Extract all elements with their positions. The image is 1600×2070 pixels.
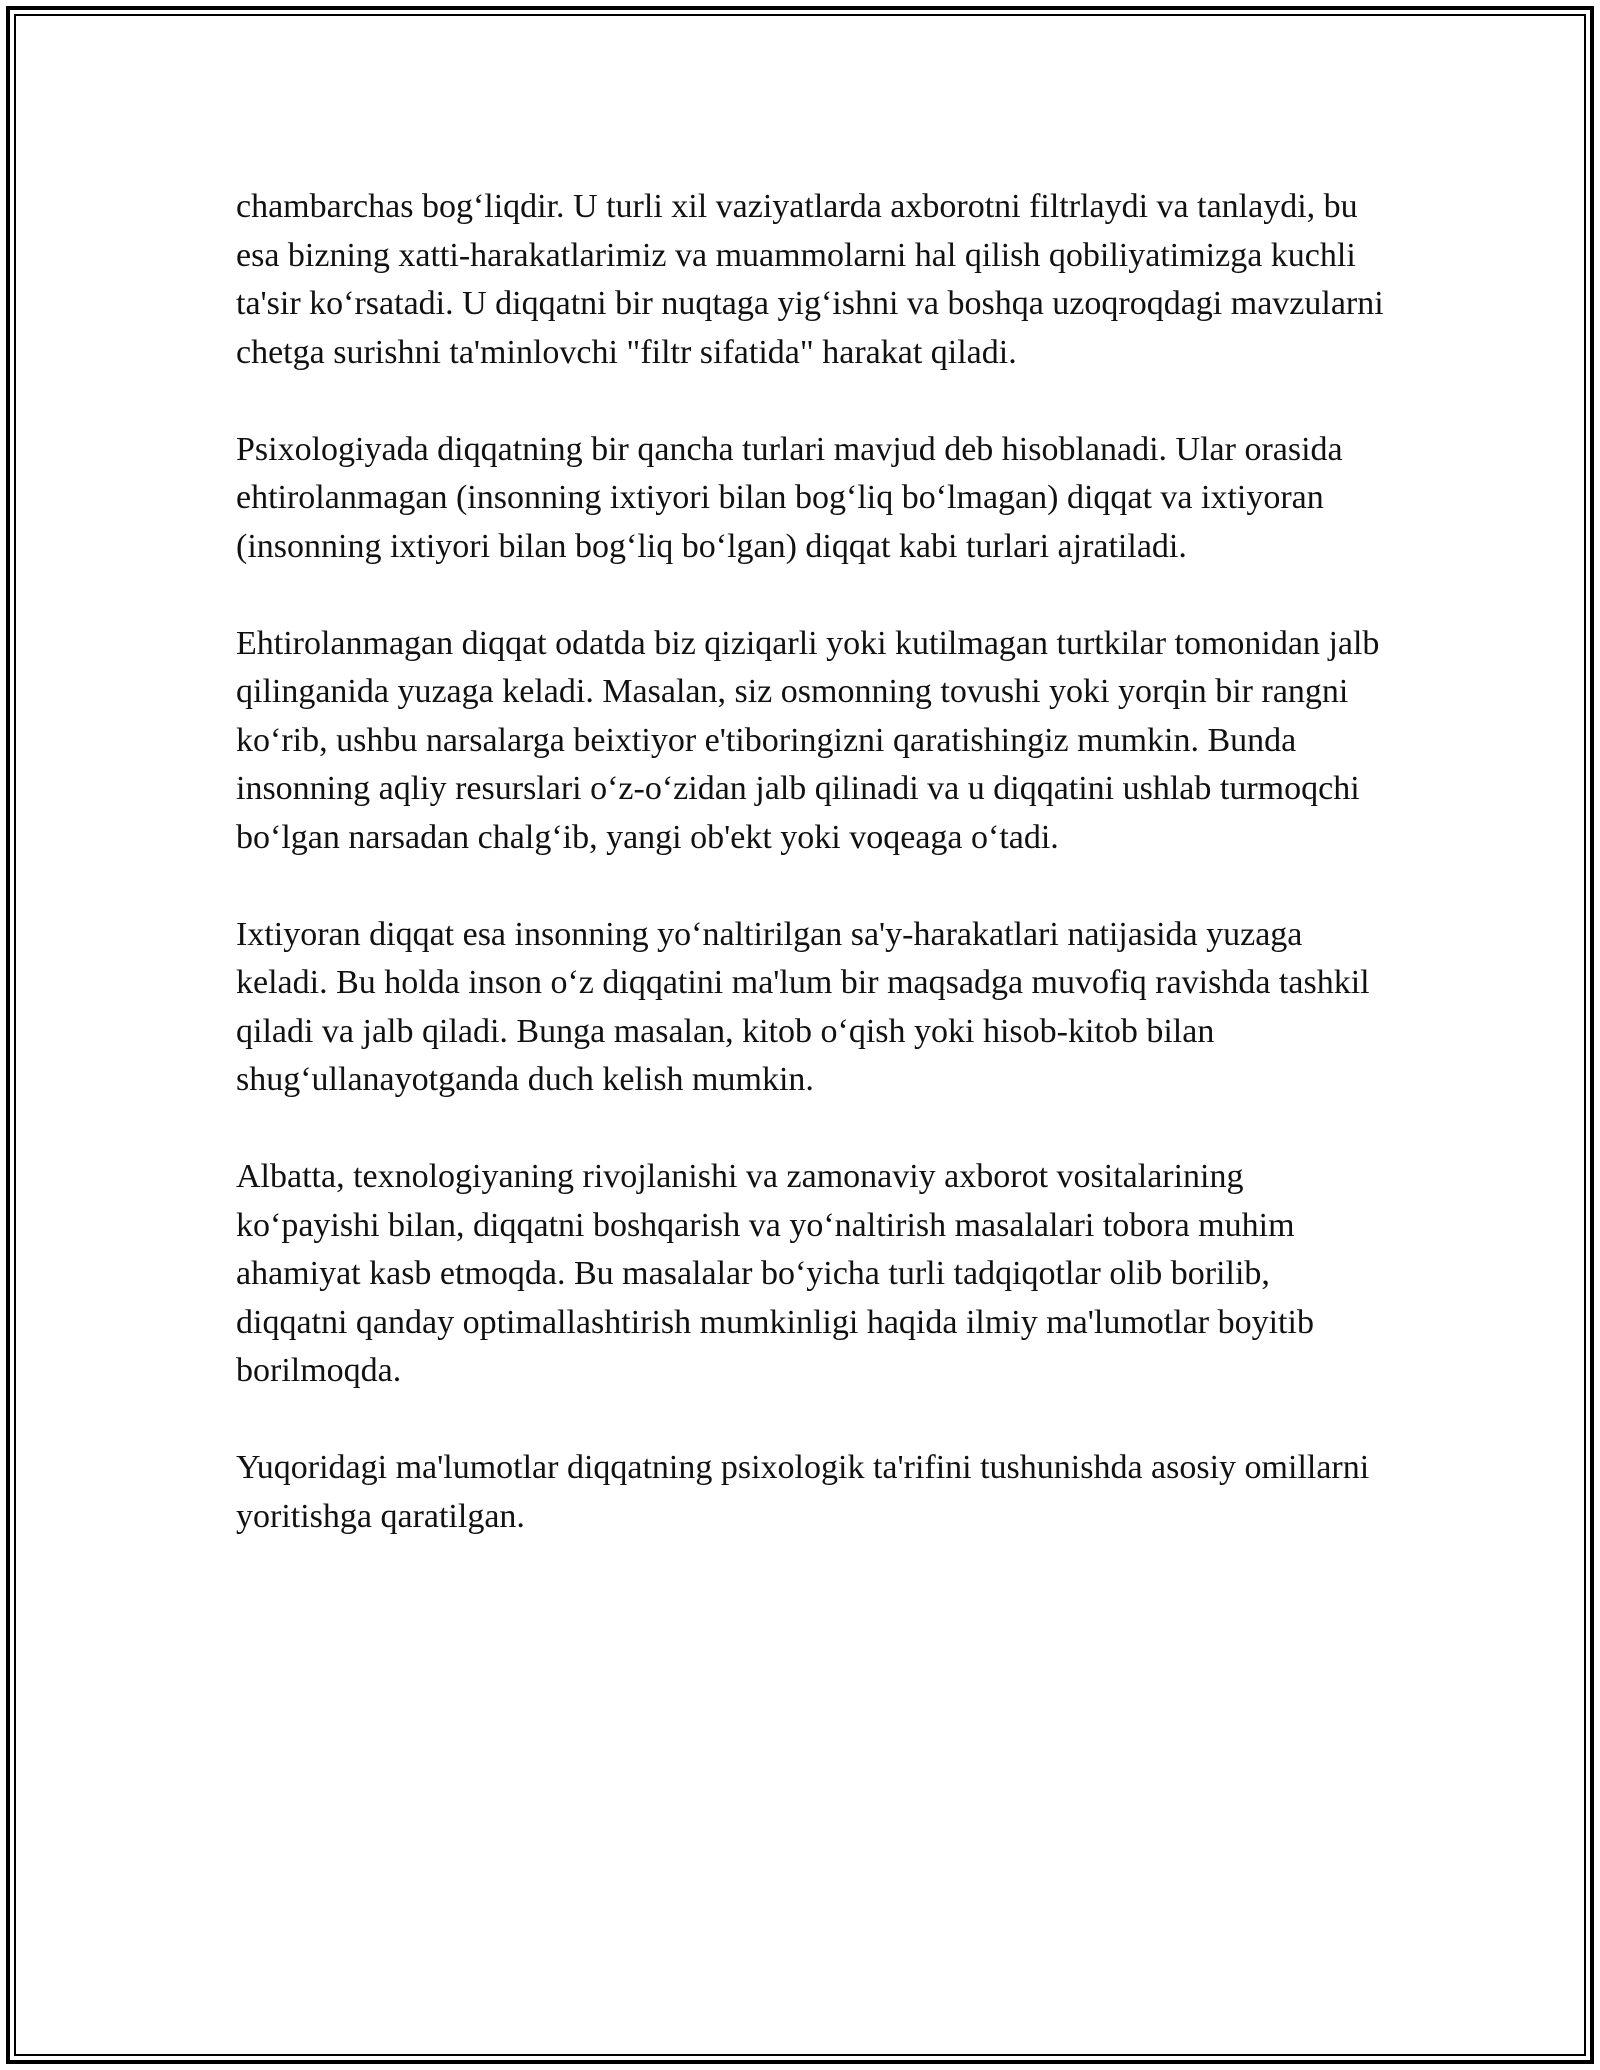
- paragraph-1: chambarchas bog‘liqdir. U turli xil vaziyatlarda axborotni filtrlaydi va tanlaydi, bu esa bizning xatti-harakatlarimiz va muammolarni hal qilish qobiliyatimizga kuchli ta'sir ko‘rsatadi. U diqqatni bir nuqtaga yig‘ishni va boshqa uzoqroqdagi mavzularni chetga surishni ta'minlovchi "filtr sifatida" harakat qiladi.: [236, 188, 1384, 371]
- paragraph-4: Ixtiyoran diqqat esa insonning yo‘naltirilgan sa'y-harakatlari natijasida yuzaga keladi. Bu holda inson o‘z diqqatini ma'lum bir maqsadga muvofiq ravishda tashkil qiladi va jalb qiladi. Bunga masalan, kitob o‘qish yoki hisob-kitob bilan shug‘ullanayotganda duch kelish mumkin.: [236, 915, 1370, 1098]
- document-body: [236, 183, 1386, 1541]
- paragraph-2: Psixologiyada diqqatning bir qancha turlari mavjud deb hisoblanadi. Ular orasida ehtirolanmagan (insonning ixtiyori bilan bog‘liq bo‘lmagan) diqqat va ixtiyoran (insonning ixtiyori bilan bog‘liq bo‘lgan) diqqat kabi turlari ajratiladi.: [236, 430, 1343, 565]
- paragraph-3: Ehtirolanmagan diqqat odatda biz qiziqarli yoki kutilmagan turtkilar tomonidan jalb qilinganida yuzaga keladi. Masalan, siz osmonning tovushi yoki yorqin bir rangni ko‘rib, ushbu narsalarga beixtiyor e'tiboringizni qaratishingiz mumkin. Bunda insonning aqliy resurslari o‘z-o‘zidan jalb qilinadi va u diqqatini ushlab turmoqchi bo‘lgan narsadan chalg‘ib, yangi ob'ekt yoki voqeaga o‘tadi.: [236, 624, 1380, 856]
- paragraph-6: Yuqoridagi ma'lumotlar diqqatning psixologik ta'rifini tushunishda asosiy omillarni yoritishga qaratilgan.: [236, 1449, 1370, 1535]
- paragraph-5: Albatta, texnologiyaning rivojlanishi va zamonaviy axborot vositalarining ko‘payishi bilan, diqqatni boshqarish va yo‘naltirish masalalari tobora muhim ahamiyat kasb etmoqda. Bu masalalar bo‘yicha turli tadqiqotlar olib borilib, diqqatni qanday optimallashtirish mumkinligi haqida ilmiy ma'lumotlar boyitib borilmoqda.: [236, 1158, 1314, 1389]
